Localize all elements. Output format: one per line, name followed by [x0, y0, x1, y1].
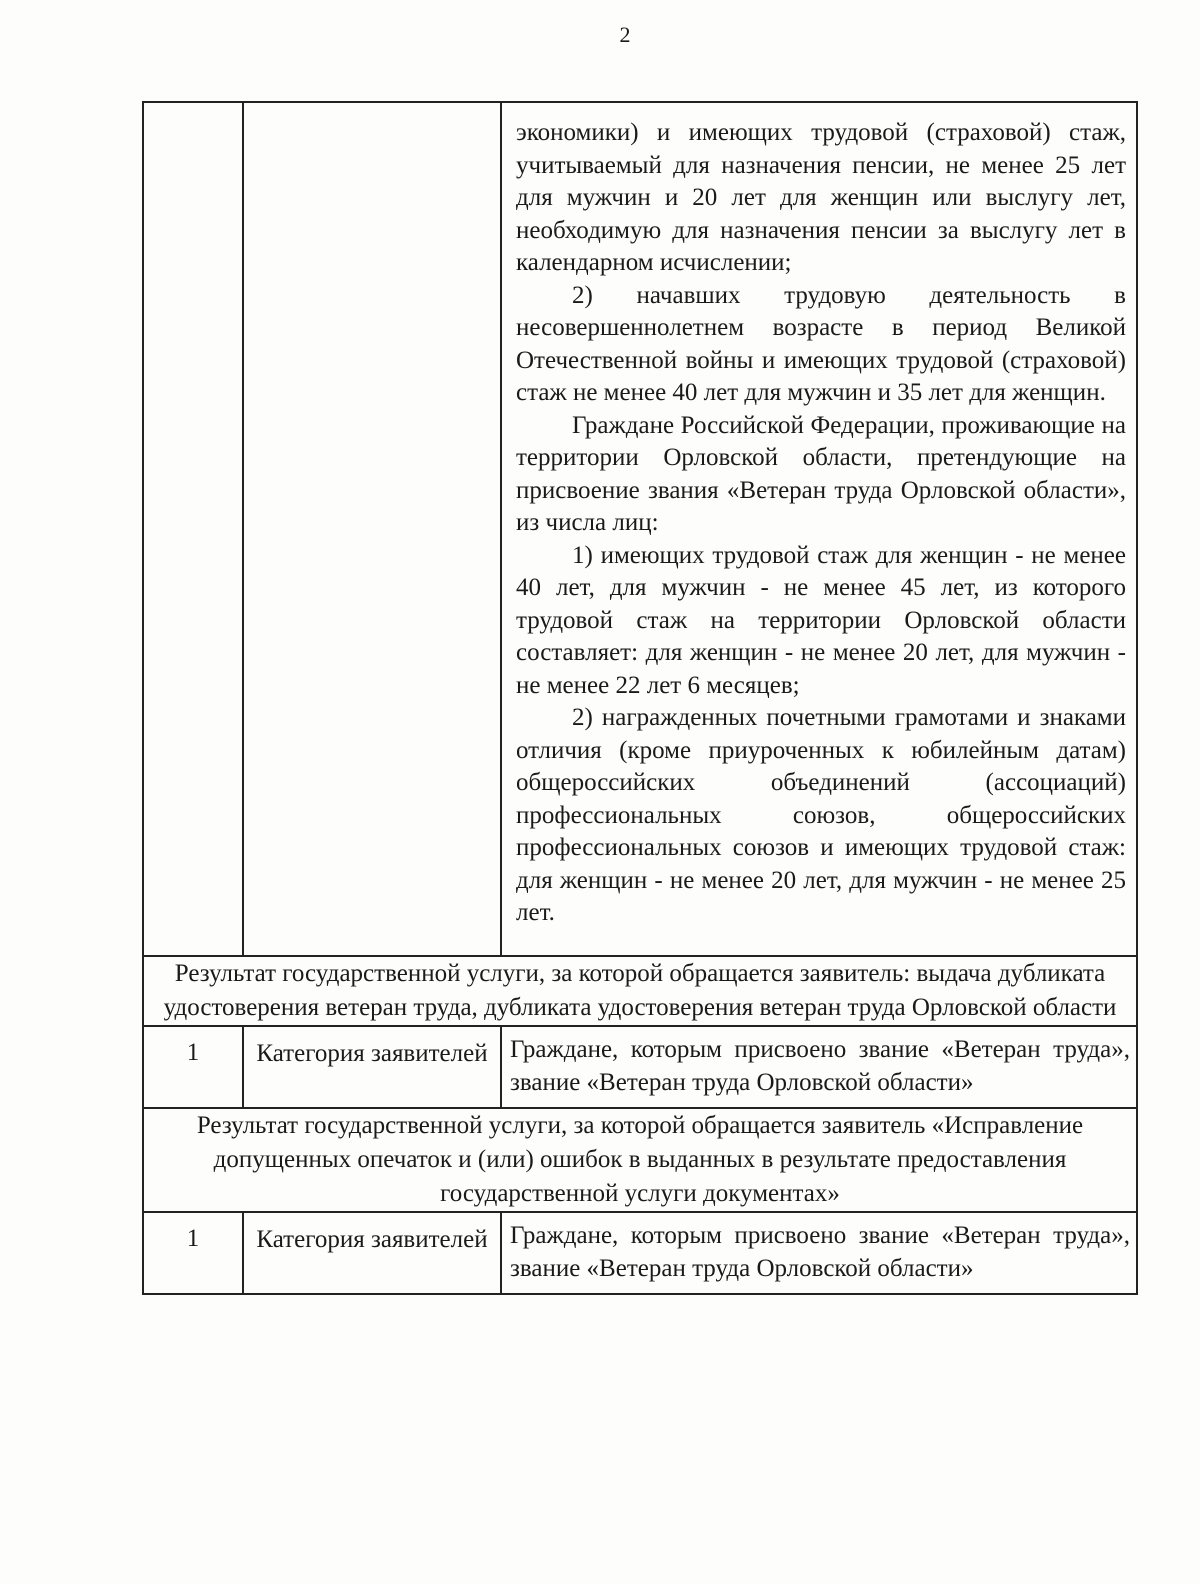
row-text: Граждане, которым присвоено звание «Ветеран труда», звание «Ветеран труда Орловской области»: [501, 1026, 1137, 1108]
page-number: 2: [619, 22, 631, 47]
section-2-row: [143, 1212, 1137, 1294]
section-1-row: [143, 1026, 1137, 1108]
continuation-row: [143, 102, 1137, 956]
continuation-paragraph: Граждане Российской Федерации, проживающие на территории Орловской области, претендующие на присвоение звания «Ветеран труда Орловской области», из числа лиц:: [516, 411, 1126, 536]
continuation-paragraph: 2) начавших трудовую деятельность в несовершеннолетнем возрасте в период Великой Отечественной войны и имеющих трудовой (страховой) стаж не менее 40 лет для мужчин и 35 лет для женщин.: [516, 281, 1126, 406]
applicant-category-table: [142, 101, 1138, 1295]
continuation-paragraph: 2) награжденных почетными грамотами и знаками отличия (кроме приуроченных к юбилейным датам) общероссийских объединений (ассоциаций) профессиональных союзов, общероссийских профессиональных союзов и имеющих трудовой стаж: для женщин - не менее 20 лет, для мужчин - не менее 25 лет.: [516, 704, 1126, 926]
section-1-header: Результат государственной услуги, за которой обращается заявитель: выдача дубликата удостоверения ветеран труда, дубликата удостоверения ветеран труда Орловской области: [143, 956, 1137, 1026]
row-text: Граждане, которым присвоено звание «Ветеран труда», звание «Ветеран труда Орловской области»: [501, 1212, 1137, 1294]
section-2-header: Результат государственной услуги, за которой обращается заявитель «Исправление допущенных опечаток и (или) ошибок в выданных в результате предоставления государственной услуги документах»: [143, 1108, 1137, 1212]
continuation-label-cell: [243, 102, 501, 956]
continuation-number-cell: [143, 102, 243, 956]
continuation-paragraph: экономики) и имеющих трудовой (страховой) стаж, учитываемый для назначения пенсии, не менее 25 лет для мужчин и 20 лет для женщин или выслугу лет, необходимую для назначения пенсии за выслугу лет в календарном исчислении;: [516, 119, 1126, 276]
continuation-paragraph: 1) имеющих трудовой стаж для женщин - не менее 40 лет, для мужчин - не менее 45 лет, из которого трудовой стаж на территории Орловской области составляет: для женщин - не менее 20 лет, для мужчин - не менее 22 лет 6 месяцев;: [516, 541, 1126, 699]
row-number: 1: [143, 1212, 243, 1294]
row-label: Категория заявителей: [243, 1026, 501, 1108]
row-number: 1: [143, 1026, 243, 1108]
section-1-header-row: [143, 956, 1137, 1026]
section-2-header-row: [143, 1108, 1137, 1212]
row-label: Категория заявителей: [243, 1212, 501, 1294]
continuation-text-cell: [501, 102, 1137, 956]
